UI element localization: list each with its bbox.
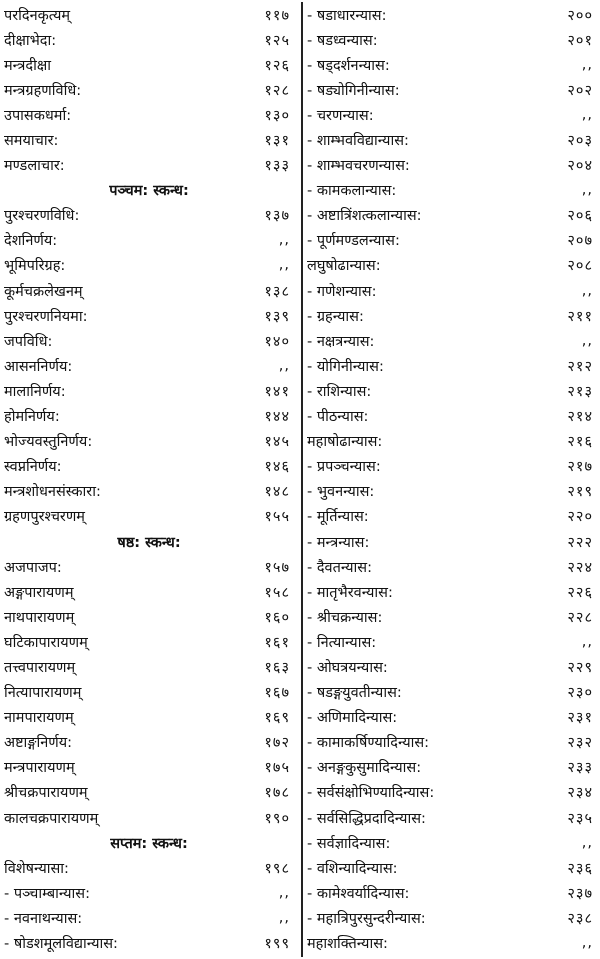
toc-entry-title: - चरणन्यास:: [307, 107, 374, 124]
toc-entry: [4, 905, 294, 930]
toc-entry-title: घटिकापारायणम्: [4, 634, 88, 651]
toc-entry-page-number: ,,: [581, 282, 593, 299]
toc-entry-title: नामपारायणम्: [4, 710, 74, 727]
toc-entry-page-number: २१३: [567, 383, 593, 400]
toc-entry-page-number: २२८: [567, 609, 593, 626]
toc-entry: [4, 102, 294, 127]
toc-entry: [4, 730, 294, 755]
toc-entry: [307, 203, 597, 228]
toc-entry-title: दीक्षाभेदा:: [4, 32, 57, 49]
toc-entry-page-number: २३१: [567, 710, 593, 727]
toc-entry-title: मालानिर्णय:: [4, 383, 66, 400]
toc-entry: [307, 830, 597, 855]
toc-entry: [307, 604, 597, 629]
toc-entry-page-number: १५७: [264, 559, 290, 576]
toc-entry-page-number: २२२: [567, 534, 593, 551]
toc-entry-page-number: २३०: [567, 685, 593, 702]
toc-entry: [307, 680, 597, 705]
toc-entry: [4, 353, 294, 378]
toc-entry-page-number: १३८: [264, 283, 290, 300]
toc-entry-title: कालचक्रपारायणम्: [4, 810, 99, 827]
toc-entry-title: - अनङ्गकुसुमादिन्यास:: [307, 760, 422, 777]
toc-entry: [4, 52, 294, 77]
toc-entry-page-number: २१२: [567, 358, 593, 375]
toc-entry: [307, 77, 597, 102]
toc-entry-title: - पूर्णमण्डलन्यास:: [307, 233, 400, 250]
toc-entry: [4, 228, 294, 253]
toc-entry-title: नाथपारायणम्: [4, 609, 75, 626]
toc-entry-title: - शाम्भवचरणन्यास:: [307, 158, 410, 175]
toc-entry-title: महाषोढान्यास:: [307, 434, 383, 451]
toc-entry-page-number: १५८: [264, 584, 290, 601]
toc-entry-page-number: २०८: [567, 258, 593, 275]
toc-entry-page-number: ,,: [278, 357, 290, 374]
toc-entry-page-number: १६७: [264, 685, 290, 702]
toc-entry: [4, 77, 294, 102]
toc-entry-title: विशेषन्यासा:: [4, 860, 69, 877]
toc-entry-page-number: २३३: [567, 760, 593, 777]
toc-entry-title: - षडाधारन्यास:: [307, 7, 387, 24]
section-heading-text: पञ्चम: स्कन्ध:: [109, 183, 189, 200]
toc-entry-page-number: ,,: [581, 633, 593, 650]
toc-entry-title: - राशिन्यास:: [307, 383, 372, 400]
toc-entry-title: - नक्षत्रन्यास:: [307, 333, 375, 350]
toc-entry-title: - मन्त्रन्यास:: [307, 534, 370, 551]
toc-entry: [307, 102, 597, 127]
section-heading: [4, 529, 294, 554]
toc-entry: [4, 278, 294, 303]
toc-entry-title: - षोडशमूलविद्यान्यास:: [4, 936, 118, 953]
toc-entry-page-number: ,,: [581, 332, 593, 349]
toc-entry: [307, 328, 597, 353]
section-heading-text: षष्ठ: स्कन्ध:: [117, 534, 181, 551]
toc-entry: [4, 629, 294, 654]
toc-entry-title: भूमिपरिग्रह:: [4, 258, 66, 275]
toc-entry: [4, 755, 294, 780]
toc-entry: [307, 228, 597, 253]
toc-entry-title: - कामाकर्षिण्यादिन्यास:: [307, 735, 430, 752]
toc-entry: [307, 529, 597, 554]
toc-entry-title: समयाचार:: [4, 133, 59, 150]
toc-entry-page-number: २१९: [567, 484, 593, 501]
column-divider: [301, 2, 303, 957]
toc-entry-page-number: १३०: [264, 107, 290, 124]
toc-entry: [4, 579, 294, 604]
toc-entry: [4, 454, 294, 479]
toc-entry: [4, 504, 294, 529]
toc-entry: [307, 404, 597, 429]
toc-entry-page-number: ,,: [581, 935, 593, 952]
toc-entry-page-number: १४८: [264, 484, 290, 501]
toc-entry-title: - दैवतन्यास:: [307, 559, 372, 576]
toc-entry-page-number: १६३: [264, 659, 290, 676]
toc-entry: [307, 855, 597, 880]
toc-entry-page-number: २१४: [567, 409, 593, 426]
toc-entry: [4, 680, 294, 705]
toc-entry-page-number: १४४: [264, 409, 290, 426]
toc-entry-title: - पीठन्यास:: [307, 409, 369, 426]
toc-entry: [307, 52, 597, 77]
toc-entry-title: अजपाजप:: [4, 559, 62, 576]
toc-entry-page-number: २०४: [567, 158, 593, 175]
toc-entry: [307, 780, 597, 805]
toc-entry-page-number: १७२: [264, 735, 290, 752]
toc-entry: [307, 880, 597, 905]
toc-entry-title: पुरश्चरणविधि:: [4, 208, 80, 225]
toc-entry: [4, 127, 294, 152]
toc-entry-page-number: १६०: [264, 609, 290, 626]
toc-entry-title: मन्त्रशोधनसंस्कारा:: [4, 484, 101, 501]
toc-entry-page-number: १७५: [264, 760, 290, 777]
toc-entry-title: मण्डलाचार:: [4, 158, 65, 175]
toc-entry-title: - महात्रिपुरसुन्दरीन्यास:: [307, 910, 426, 927]
toc-entry-page-number: १६१: [264, 634, 290, 651]
toc-entry: [307, 127, 597, 152]
toc-entry-title: - श्रीचक्रन्यास:: [307, 609, 383, 626]
toc-entry-title: देशनिर्णय:: [4, 233, 58, 250]
toc-entry-page-number: १३१: [264, 133, 290, 150]
toc-entry-page-number: २०२: [567, 82, 593, 99]
toc-entry-page-number: २३४: [567, 785, 593, 802]
toc-entry-title: - सर्वसंक्षोभिण्यादिन्यास:: [307, 785, 435, 802]
toc-entry-title: - षडध्वन्यास:: [307, 32, 378, 49]
toc-entry-title: - षड्योगिनीन्यास:: [307, 82, 400, 99]
toc-left-column: [4, 2, 294, 956]
toc-entry-page-number: १९८: [264, 860, 290, 877]
toc-entry-page-number: ,,: [278, 232, 290, 249]
toc-entry: [307, 805, 597, 830]
toc-entry-page-number: २३८: [567, 910, 593, 927]
toc-entry: [307, 705, 597, 730]
toc-entry-page-number: १६९: [264, 710, 290, 727]
toc-entry: [4, 780, 294, 805]
toc-entry: [307, 479, 597, 504]
toc-entry-title: मन्त्रग्रहणविधि:: [4, 82, 82, 99]
toc-entry-title: महाशक्तिन्यास:: [307, 936, 388, 953]
toc-entry-page-number: २१६: [567, 434, 593, 451]
toc-entry-page-number: २०३: [567, 133, 593, 150]
toc-entry: [307, 654, 597, 679]
toc-entry-page-number: ,,: [581, 834, 593, 851]
toc-entry-page-number: २३२: [567, 735, 593, 752]
toc-entry: [4, 880, 294, 905]
toc-entry: [4, 203, 294, 228]
toc-entry-page-number: २३५: [567, 810, 593, 827]
toc-entry-title: - ओघत्रयन्यास:: [307, 659, 388, 676]
toc-entry: [4, 378, 294, 403]
toc-entry: [4, 705, 294, 730]
toc-entry: [4, 604, 294, 629]
toc-entry-title: तत्त्वपारायणम्: [4, 659, 76, 676]
toc-entry: [4, 2, 294, 27]
toc-entry: [307, 930, 597, 955]
toc-entry: [307, 579, 597, 604]
toc-entry: [307, 504, 597, 529]
toc-entry-title: मन्त्रदीक्षा: [4, 57, 51, 74]
toc-entry-page-number: २३७: [567, 885, 593, 902]
toc-entry: [307, 278, 597, 303]
toc-entry-page-number: १२५: [264, 32, 290, 49]
toc-entry-page-number: ,,: [278, 257, 290, 274]
toc-entry-page-number: २२९: [567, 659, 593, 676]
toc-entry-title: - अष्टात्रिंशत्कलान्यास:: [307, 208, 422, 225]
toc-entry-page-number: २२६: [567, 584, 593, 601]
toc-entry-page-number: २००: [567, 7, 593, 24]
toc-entry: [307, 905, 597, 930]
toc-entry-page-number: २१७: [567, 459, 593, 476]
toc-entry: [4, 303, 294, 328]
toc-entry: [307, 27, 597, 52]
toc-entry-page-number: ,,: [278, 884, 290, 901]
toc-entry-title: - भुवनन्यास:: [307, 484, 375, 501]
toc-entry-title: होमनिर्णय:: [4, 409, 60, 426]
toc-entry: [307, 629, 597, 654]
toc-entry: [307, 253, 597, 278]
section-heading: [4, 178, 294, 203]
toc-entry-page-number: २०७: [567, 233, 593, 250]
toc-entry-page-number: ,,: [581, 56, 593, 73]
toc-entry-title: अङ्गपारायणम्: [4, 584, 74, 601]
toc-entry-page-number: १४०: [264, 333, 290, 350]
toc-entry-title: - सर्वज्ञादिन्यास:: [307, 835, 391, 852]
toc-entry-page-number: २०१: [567, 32, 593, 49]
toc-entry: [307, 153, 597, 178]
toc-entry-title: - सर्वसिद्धिप्रदादिन्यास:: [307, 810, 426, 827]
toc-entry-title: मन्त्रपारायणम्: [4, 760, 75, 777]
toc-entry: [4, 930, 294, 955]
toc-entry: [4, 253, 294, 278]
toc-entry-page-number: २११: [567, 308, 593, 325]
toc-entry-page-number: २३६: [567, 860, 593, 877]
toc-entry-title: जपविधि:: [4, 333, 53, 350]
toc-entry-title: लघुषोढान्यास:: [307, 258, 381, 275]
toc-entry: [4, 153, 294, 178]
toc-entry-title: - पञ्चाम्बान्यास:: [4, 885, 90, 902]
toc-entry-page-number: ,,: [278, 909, 290, 926]
toc-entry: [307, 178, 597, 203]
toc-entry-title: - अणिमादिन्यास:: [307, 710, 398, 727]
toc-entry-page-number: १४५: [264, 434, 290, 451]
toc-entry-page-number: ,,: [581, 106, 593, 123]
toc-entry-page-number: १९९: [264, 936, 290, 953]
toc-entry: [307, 303, 597, 328]
toc-entry: [4, 654, 294, 679]
toc-entry: [4, 429, 294, 454]
toc-entry-page-number: १३९: [264, 308, 290, 325]
toc-entry-title: - वशिन्यादिन्यास:: [307, 860, 398, 877]
toc-entry-title: पुरश्चरणनियमा:: [4, 308, 88, 325]
toc-entry-page-number: १३७: [264, 208, 290, 225]
toc-entry-title: उपासकधर्मा:: [4, 107, 72, 124]
toc-entry-title: नित्यापारायणम्: [4, 685, 82, 702]
toc-entry-page-number: १९०: [264, 810, 290, 827]
toc-entry: [307, 429, 597, 454]
toc-entry-title: - षडङ्गयुवतीन्यास:: [307, 685, 402, 702]
toc-entry-title: - शाम्भवविद्यान्यास:: [307, 133, 409, 150]
toc-entry-title: - नित्यान्यास:: [307, 634, 377, 651]
toc-entry-page-number: १२८: [264, 82, 290, 99]
toc-entry-title: श्रीचक्रपारायणम्: [4, 785, 88, 802]
toc-entry: [307, 378, 597, 403]
toc-entry: [4, 855, 294, 880]
toc-entry: [307, 353, 597, 378]
toc-entry-title: परदिनकृत्यम्: [4, 7, 71, 24]
toc-entry-page-number: १३३: [264, 158, 290, 175]
toc-entry-page-number: २०६: [567, 208, 593, 225]
toc-entry-title: - कामकलान्यास:: [307, 183, 397, 200]
toc-entry: [307, 554, 597, 579]
toc-entry-title: - गणेशन्यास:: [307, 283, 377, 300]
toc-entry: [4, 404, 294, 429]
toc-right-column: [307, 2, 597, 956]
toc-entry-title: - षड्दर्शनन्यास:: [307, 57, 390, 74]
toc-entry-title: - मातृभैरवन्यास:: [307, 584, 393, 601]
toc-entry-title: - मूर्तिन्यास:: [307, 509, 369, 526]
toc-entry-title: आसननिर्णय:: [4, 358, 73, 375]
toc-entry-title: ग्रहणपुरश्चरणम्: [4, 509, 85, 526]
toc-entry-page-number: १५५: [264, 509, 290, 526]
toc-entry-title: - ग्रहन्यास:: [307, 308, 364, 325]
toc-entry: [4, 328, 294, 353]
toc-entry-page-number: ,,: [581, 182, 593, 199]
section-heading: [4, 830, 294, 855]
toc-entry-page-number: ११७: [264, 7, 290, 24]
toc-entry-page-number: २२४: [567, 559, 593, 576]
toc-entry-title: - योगिनीन्यास:: [307, 358, 384, 375]
toc-entry: [4, 27, 294, 52]
toc-entry: [307, 454, 597, 479]
toc-entry: [4, 479, 294, 504]
toc-entry-page-number: १२६: [264, 57, 290, 74]
toc-entry-title: - प्रपञ्चन्यास:: [307, 459, 381, 476]
section-heading-text: सप्तम: स्कन्ध:: [110, 835, 188, 852]
toc-entry: [307, 730, 597, 755]
toc-entry: [307, 755, 597, 780]
toc-entry: [4, 805, 294, 830]
toc-entry: [4, 554, 294, 579]
toc-entry-page-number: १७८: [264, 785, 290, 802]
toc-entry: [307, 2, 597, 27]
toc-entry-page-number: १४१: [264, 383, 290, 400]
toc-entry-page-number: १४६: [264, 459, 290, 476]
toc-entry-title: स्वप्ननिर्णय:: [4, 459, 62, 476]
toc-entry-title: अष्टाङ्गनिर्णय:: [4, 735, 73, 752]
toc-entry-title: - कामेश्वर्यादिन्यास:: [307, 885, 410, 902]
toc-entry-title: कूर्मचक्रलेखनम्: [4, 283, 83, 300]
toc-entry-title: - नवनाथन्यास:: [4, 910, 83, 927]
toc-entry-page-number: २२०: [567, 509, 593, 526]
toc-entry-title: भोज्यवस्तुनिर्णय:: [4, 434, 93, 451]
